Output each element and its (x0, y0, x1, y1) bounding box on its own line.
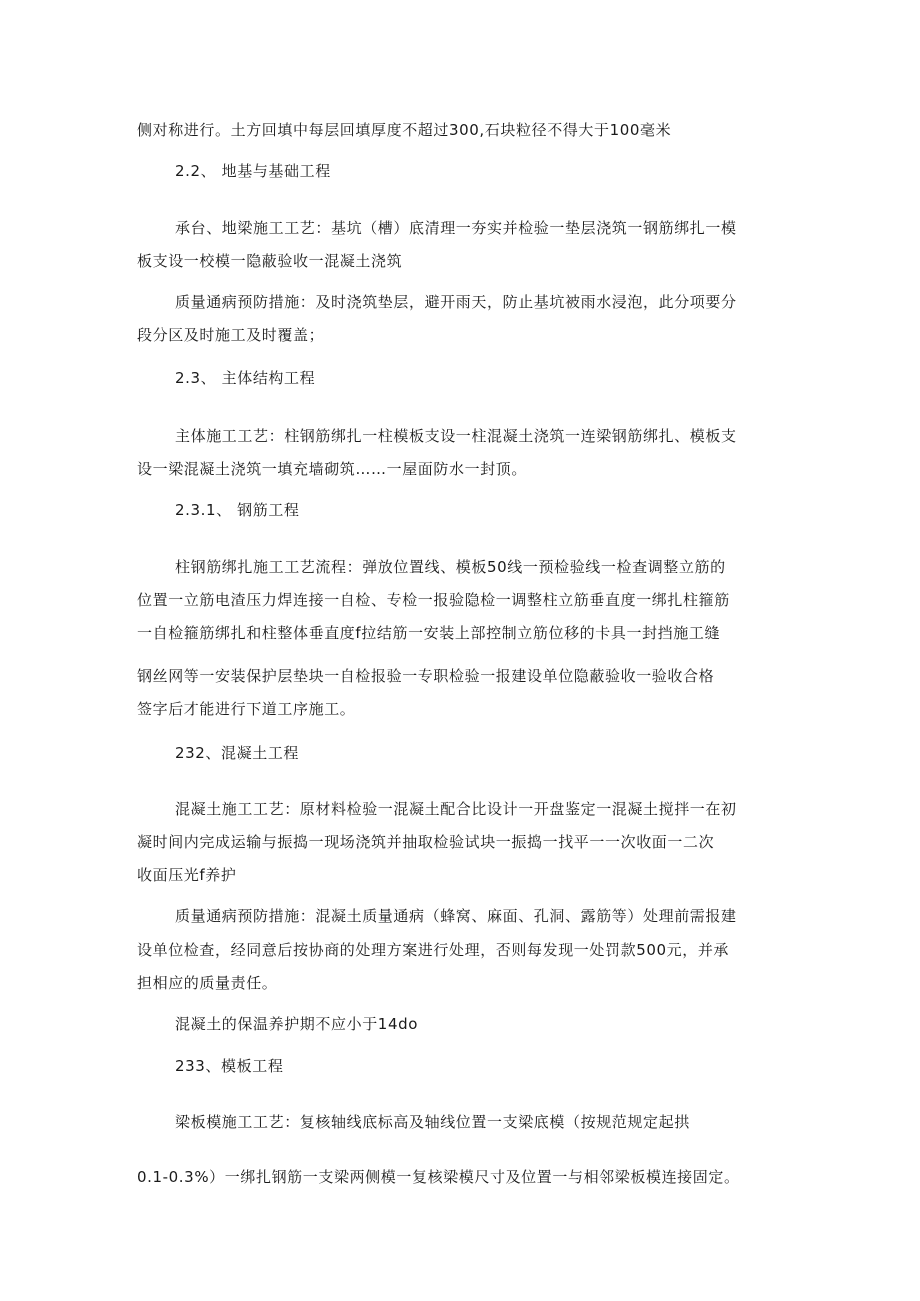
text-line: 位置一立筋电渣压力焊连接一自检、专检一报验隐检一调整柱立筋垂直度一绑扎柱箍筋 (137, 591, 730, 609)
text-line: 侧对称进行。土方回填中每层回填厚度不超过300,石块粒径不得大于100毫米 (137, 121, 672, 139)
text-line: 钢丝网等一安装保护层垫块一自检报验一专职检验一报建设单位隐蔽验收一验收合格 (137, 667, 715, 685)
section-heading: 2.2、 地基与基础工程 (175, 162, 331, 180)
text-line: 混凝土的保温养护期不应小于14do (175, 1015, 418, 1033)
text-line: 梁板模施工工艺：复核轴线底标高及轴线位置一支梁底模（按规范规定起拱 (175, 1113, 690, 1131)
text-line: 混凝土施工工艺：原材料检验一混凝土配合比设计一开盘鉴定一混凝土搅拌一在初 (175, 800, 737, 818)
text-line: 设一梁混凝土浇筑一填充墙砌筑……一屋面防水一封顶。 (137, 460, 528, 478)
section-heading: 2.3、 主体结构工程 (175, 369, 316, 387)
text-line: 主体施工工艺：柱钢筋绑扎一柱模板支设一柱混凝土浇筑一连梁钢筋绑扎、模板支 (175, 427, 737, 445)
section-heading: 232、混凝土工程 (175, 744, 300, 762)
section-heading: 2.3.1、 钢筋工程 (175, 501, 300, 519)
text-line: 段分区及时施工及时覆盖； (137, 326, 325, 344)
text-line: 质量通病预防措施：及时浇筑垫层，避开雨天，防止基坑被雨水浸泡，此分项要分 (175, 293, 737, 311)
section-heading: 233、模板工程 (175, 1057, 284, 1075)
text-line: 担相应的质量责任。 (137, 974, 278, 992)
text-line: 质量通病预防措施：混凝土质量通病（蜂窝、麻面、孔洞、露筋等）处理前需报建 (175, 907, 737, 925)
text-line: 凝时间内完成运输与振捣一现场浇筑并抽取检验试块一振捣一找平一一次收面一二次 (137, 833, 715, 851)
text-line: 签字后才能进行下道工序施工。 (137, 700, 356, 718)
text-line: 柱钢筋绑扎施工工艺流程：弹放位置线、模板50线一预检验线一检查调整立筋的 (175, 558, 726, 576)
text-line: 一自检箍筋绑扎和柱整体垂直度f拉结筋一安装上部控制立筋位移的卡具一封挡施工缝 (137, 624, 721, 642)
text-line: 承台、地梁施工工艺：基坑（槽）底清理一夯实并检验一垫层浇筑一钢筋绑扎一模 (175, 219, 737, 237)
text-line: 设单位检查，经同意后按协商的处理方案进行处理，否则每发现一处罚款500元，并承 (137, 941, 730, 959)
text-line: 0.1-0.3%）一绑扎钢筋一支梁两侧模一复核梁模尺寸及位置一与相邻梁板模连接固定。 (137, 1168, 740, 1186)
text-line: 板支设一校模一隐蔽验收一混凝土浇筑 (137, 252, 403, 270)
text-line: 收面压光f养护 (137, 866, 237, 884)
